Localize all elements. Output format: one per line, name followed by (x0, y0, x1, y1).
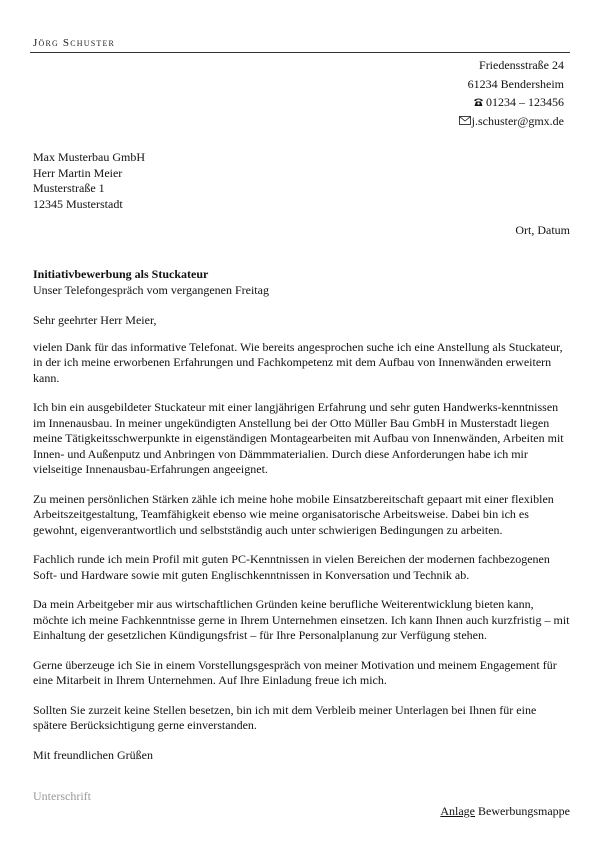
subject-reference: Unser Telefongespräch vom vergangenen Freitag (33, 282, 269, 297)
letter-body (33, 313, 570, 777)
recipient-address (33, 150, 145, 212)
sender-phone (459, 93, 564, 112)
recipient-street: Musterstraße 1 (33, 181, 105, 195)
sender-city (459, 75, 564, 94)
body-paragraph: Ich bin ein ausgebildeter Stuckateur mit einer langjährigen Erfahrung und sehr guten Handwerks-kenntnissen im Innenausbau. In meiner ungekündigten Anstellung bei der Otto Müller Bau GmbH in Musterstadt liegen meine Tätigkeitsschwerpunkte in eigenständigen Montagearbeiten mit Aufbau von Innenwänden, Arbeiten mit Innen- und Außenputz und Anbringen von Dämmmaterialien. Durch diese Anforderungen habe ich mir vielseitige Innenausbau-Erfahrungen angeeignet. (33, 400, 564, 476)
sender-email-text[interactable]: j.schuster@gmx.de (471, 113, 564, 128)
recipient-company: Max Musterbau GmbH (33, 150, 145, 164)
sender-address (459, 56, 564, 130)
sender-city-text: 61234 Bendersheim (467, 76, 564, 91)
sender-street-text: Friedensstraße 24 (479, 58, 564, 72)
enclosure-label: Anlage (440, 804, 476, 818)
subject-title: Initiativbewerbung als Stuckateur (33, 267, 209, 281)
enclosure-text: Bewerbungsmappe (478, 804, 570, 818)
salutation: Sehr geehrter Herr Meier, (33, 313, 157, 327)
signature-placeholder: Unterschrift (33, 789, 91, 803)
sender-street (459, 56, 564, 75)
phone-icon (473, 97, 483, 107)
sender-name: Jörg Schuster (33, 37, 116, 49)
body-paragraph: Fachlich runde ich mein Profil mit guten PC-Kenntnissen in vielen Bereichen der modernen fachbezogenen Soft- und Hardware sowie mit guten Englischkenntnissen in Konversation und Technik ab. (33, 552, 550, 582)
body-paragraph: Sollten Sie zurzeit keine Stellen besetzen, bin ich mit dem Verbleib meiner Unterlagen bei Ihnen für eine spätere Berücksichtigung gerne einverstanden. (33, 702, 537, 732)
envelope-icon (459, 116, 469, 126)
recipient-city: 12345 Musterstadt (33, 196, 123, 211)
subject-block (33, 267, 269, 298)
body-paragraph: Zu meinen persönlichen Stärken zähle ich meine hohe mobile Einsatzbereitschaft gepaart mit einer flexiblen Arbeitszeitgestaltung, Teamfähigkeit ebenso wie meine organisatorische Arbeitsweise. Dabei bin ich es gewohnt, eigenverantwortlich und selbstständig auch unter schwierigen Bedingungen zu arbeiten. (33, 491, 554, 537)
sender-phone-text: 01234 – 123456 (486, 95, 564, 109)
body-paragraph: vielen Dank für das informative Telefonat. Wie bereits angesprochen suche ich eine Anstellung als Stuckateur, in der ich meine erworbenen Erfahrungen und Fachkompetenz mit dem Aufbau von Innenwänden erweitern kann. (33, 339, 563, 385)
body-paragraph: Da mein Arbeitgeber mir aus wirtschaftlichen Gründen keine berufliche Weiterentwicklung bieten kann, möchte ich meine Fachkenntnisse gerne in Ihrem Unternehmen einsetzen. Ich kann Ihnen auch kurzfristig – mit Einhaltung der gesetzlichen Kündigungsfrist – für Ihre Personalplanung zur Verfügung stehen. (33, 597, 570, 642)
place-date: Ort, Datum (515, 223, 570, 237)
closing: Mit freundlichen Grüßen (33, 747, 153, 762)
body-paragraph: Gerne überzeuge ich Sie in einem Vorstellungsgespräch von meiner Motivation und meinem Engagement für eine Mitarbeit in Ihrem Unternehmen. Auf Ihre Einladung freue ich mich. (33, 657, 557, 687)
header-divider (30, 52, 570, 53)
recipient-person: Herr Martin Meier (33, 165, 123, 180)
sender-email (459, 112, 564, 131)
enclosure (440, 804, 570, 819)
